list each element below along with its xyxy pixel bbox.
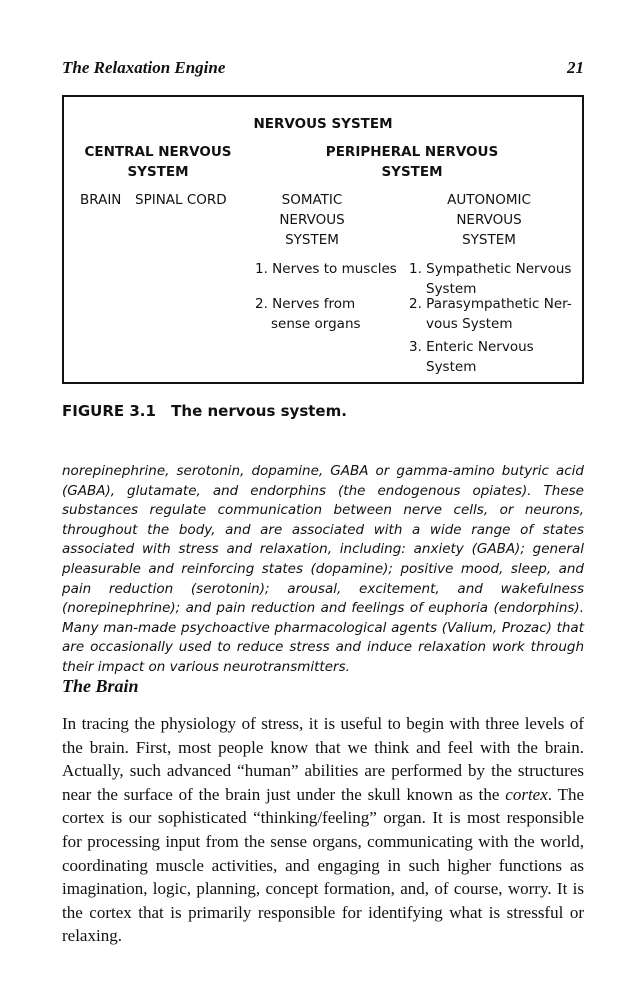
fig-peripheral-title-line2: SYSTEM (381, 164, 443, 180)
figure-nervous-system-box (62, 95, 584, 384)
fig-central-title-line2: SYSTEM (127, 164, 189, 180)
fig-central-title-line1: CENTRAL NERVOUS (84, 144, 232, 160)
fig-autonomic-line3: SYSTEM (462, 232, 516, 248)
fig-autonomic-item-2: 2. Parasympathetic Ner- (409, 296, 572, 312)
italic-paragraph: norepinephrine, serotonin, dopamine, GABA or gamma-amino butyric acid (GABA), glutamate, and endorphins (the endogenous opiates). These substances regulate communication between nerve cells, or neurons, throughout the body, and are associated with a wide range of states associated with stress and relaxation, including: anxiety (GABA); general pleasurable and reinforcing states (dopamine); positive mood, sleep, and pain reduction (serotonin); arousal, excitement, and wakefulness (norepinephrine); and pain reduction and feelings of euphoria (endorphins). Many man-made psychoactive pharmacological agents (Valium, Prozac) that are occasionally used to reduce stress and induce relaxation work through their impact on various neurotransmitters. (62, 463, 584, 675)
fig-autonomic-item-3-cont: System (426, 359, 477, 375)
fig-somatic-line3: SYSTEM (285, 232, 339, 248)
fig-somatic-item-2: 2. Nerves from (255, 296, 356, 312)
body-text-before: In tracing the physiology of stress, it is useful to begin with three levels of the brain. First, most people know that we think and feel with the brain. Actually, such advanced “human” abilities are performed by the structures near the surface of the brain just under the skull known as the (62, 714, 584, 804)
fig-autonomic-item-1: 1. Sympathetic Nervous (409, 261, 572, 277)
body-paragraph (62, 712, 584, 948)
body-term-cortex: cortex (505, 784, 548, 804)
section-heading: The Brain (62, 676, 139, 696)
fig-somatic-item-2-cont: sense organs (271, 316, 361, 332)
figure-caption-label: FIGURE 3.1 (62, 402, 156, 420)
fig-brain-label: BRAIN (80, 192, 122, 208)
fig-autonomic-line2: NERVOUS (456, 212, 522, 228)
page-number: 21 (567, 58, 584, 77)
fig-autonomic-item-3: 3. Enteric Nervous (409, 339, 534, 355)
figure-caption (62, 402, 347, 420)
fig-somatic-line1: SOMATIC (281, 192, 343, 208)
fig-autonomic-line1: AUTONOMIC (447, 192, 531, 208)
fig-spinal-cord-label: SPINAL CORD (135, 192, 227, 208)
figure-caption-text: The nervous system. (171, 402, 347, 420)
fig-peripheral-title-line1: PERIPHERAL NERVOUS (325, 144, 499, 160)
body-text-after: . The cortex is our sophisticated “thinking/feeling” organ. It is most responsible for processing input from the sense organs, communicating with the world, coordinating muscle activities, and engaging in such higher functions as imagination, logic, planning, concept formation, and, of course, worry. It is the cortex that is primarily responsible for identifying what is stressful or relaxing. (62, 784, 585, 946)
fig-autonomic-item-2-cont: vous System (426, 316, 513, 332)
fig-somatic-item-1: 1. Nerves to muscles (255, 261, 397, 277)
fig-autonomic-item-1-cont: System (426, 281, 477, 297)
running-title: The Relaxation Engine (62, 58, 226, 77)
fig-root-label: NERVOUS SYSTEM (253, 116, 393, 132)
fig-somatic-line2: NERVOUS (279, 212, 345, 228)
